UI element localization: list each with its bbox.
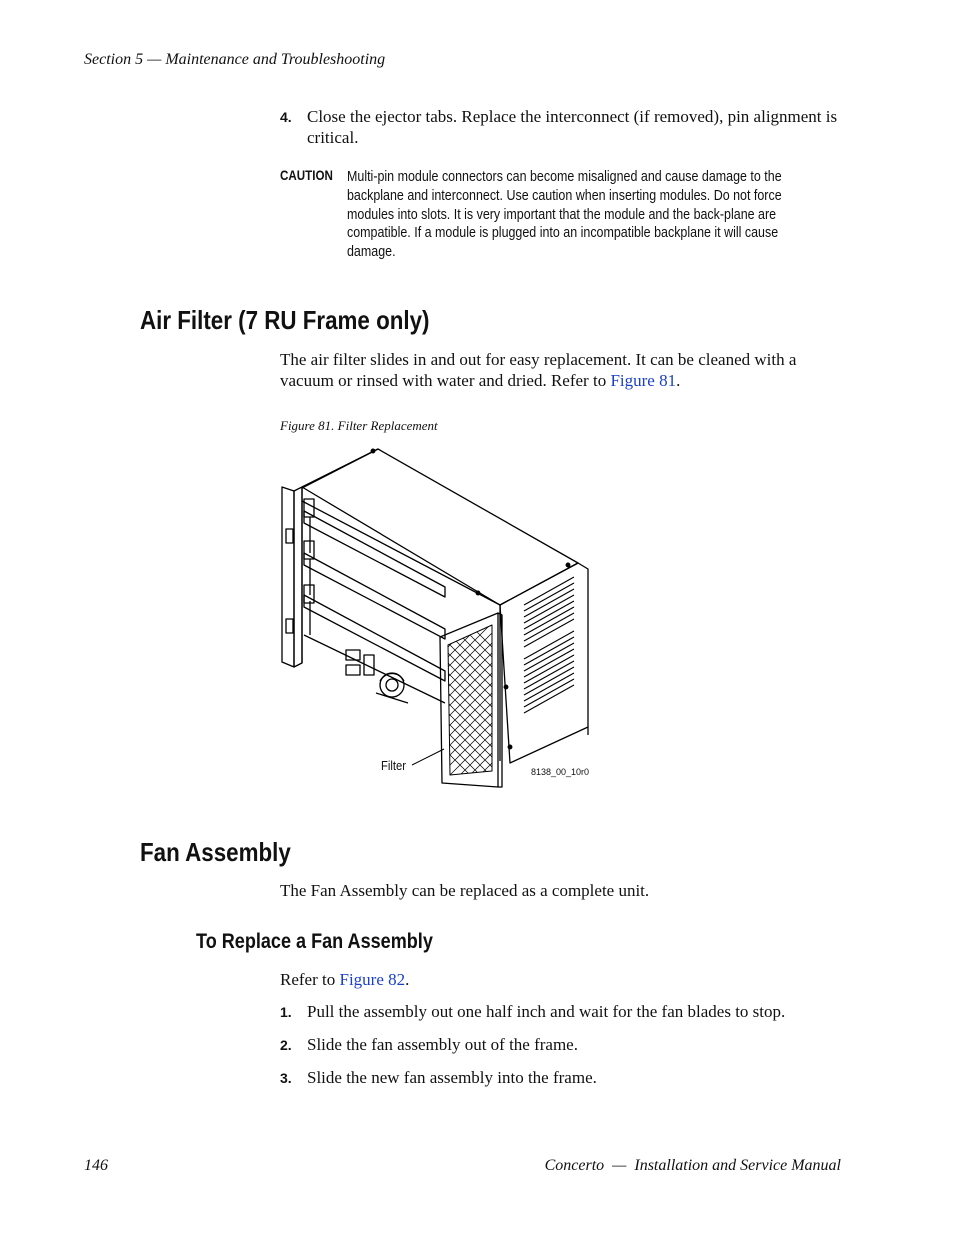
step-number: 2. [280, 1037, 292, 1053]
step-text: Slide the fan assembly out of the frame. [307, 1035, 578, 1054]
page-number: 146 [84, 1157, 108, 1174]
fan-assembly-body: The Fan Assembly can be replaced as a complete unit. [280, 881, 650, 900]
air-filter-text: The air filter slides in and out for easy replacement. It can be cleaned with a vacuum or rinsed with water and dried. Refer to [280, 350, 797, 390]
heading-replace-fan: To Replace a Fan Assembly [196, 930, 433, 953]
figure-82-link[interactable]: Figure 82 [339, 970, 406, 989]
air-filter-body [280, 349, 845, 391]
refer-paragraph [280, 969, 845, 990]
step-text: Slide the new fan assembly into the frame. [307, 1068, 597, 1087]
figure-caption: Figure 81. Filter Replacement [280, 418, 438, 433]
step-text: Close the ejector tabs. Replace the interconnect (if removed), pin alignment is critical. [307, 107, 838, 147]
refer-text: Refer to [280, 970, 340, 989]
step-4 [280, 106, 840, 148]
footer-title: Concerto — Installation and Service Manual [544, 1157, 841, 1174]
refer-period: . [405, 970, 410, 989]
step-text: Pull the assembly out one half inch and wait for the fan blades to stop. [307, 1002, 786, 1021]
step-number: 3. [280, 1070, 292, 1086]
air-filter-period: . [676, 371, 681, 390]
caution-text: Multi-pin module connectors can become misaligned and cause damage to the backplane and interconnect. Use caution when inserting modules. Do not force modules into slots. It is very important that the module and the back-plane are compatible. If a module is plugged into an incompatible backplane it will cause damage. [347, 169, 782, 261]
step-1 [280, 1001, 840, 1022]
caution-label: CAUTION [280, 168, 333, 183]
running-header: Section 5 — Maintenance and Troubleshooting [84, 51, 386, 68]
frame-illustration [282, 449, 588, 763]
air-filter-illustration [412, 565, 510, 795]
step-number: 1. [280, 1004, 292, 1020]
heading-air-filter: Air Filter (7 RU Frame only) [140, 305, 430, 335]
step-number: 4. [280, 109, 292, 125]
figure-81-link[interactable]: Figure 81 [610, 371, 677, 390]
step-2 [280, 1034, 840, 1055]
step-3 [280, 1067, 840, 1088]
figure-id: 8138_00_10r0 [531, 767, 590, 777]
filter-replacement-figure [280, 445, 600, 795]
filter-label: Filter [381, 759, 407, 773]
heading-fan-assembly: Fan Assembly [140, 837, 291, 867]
